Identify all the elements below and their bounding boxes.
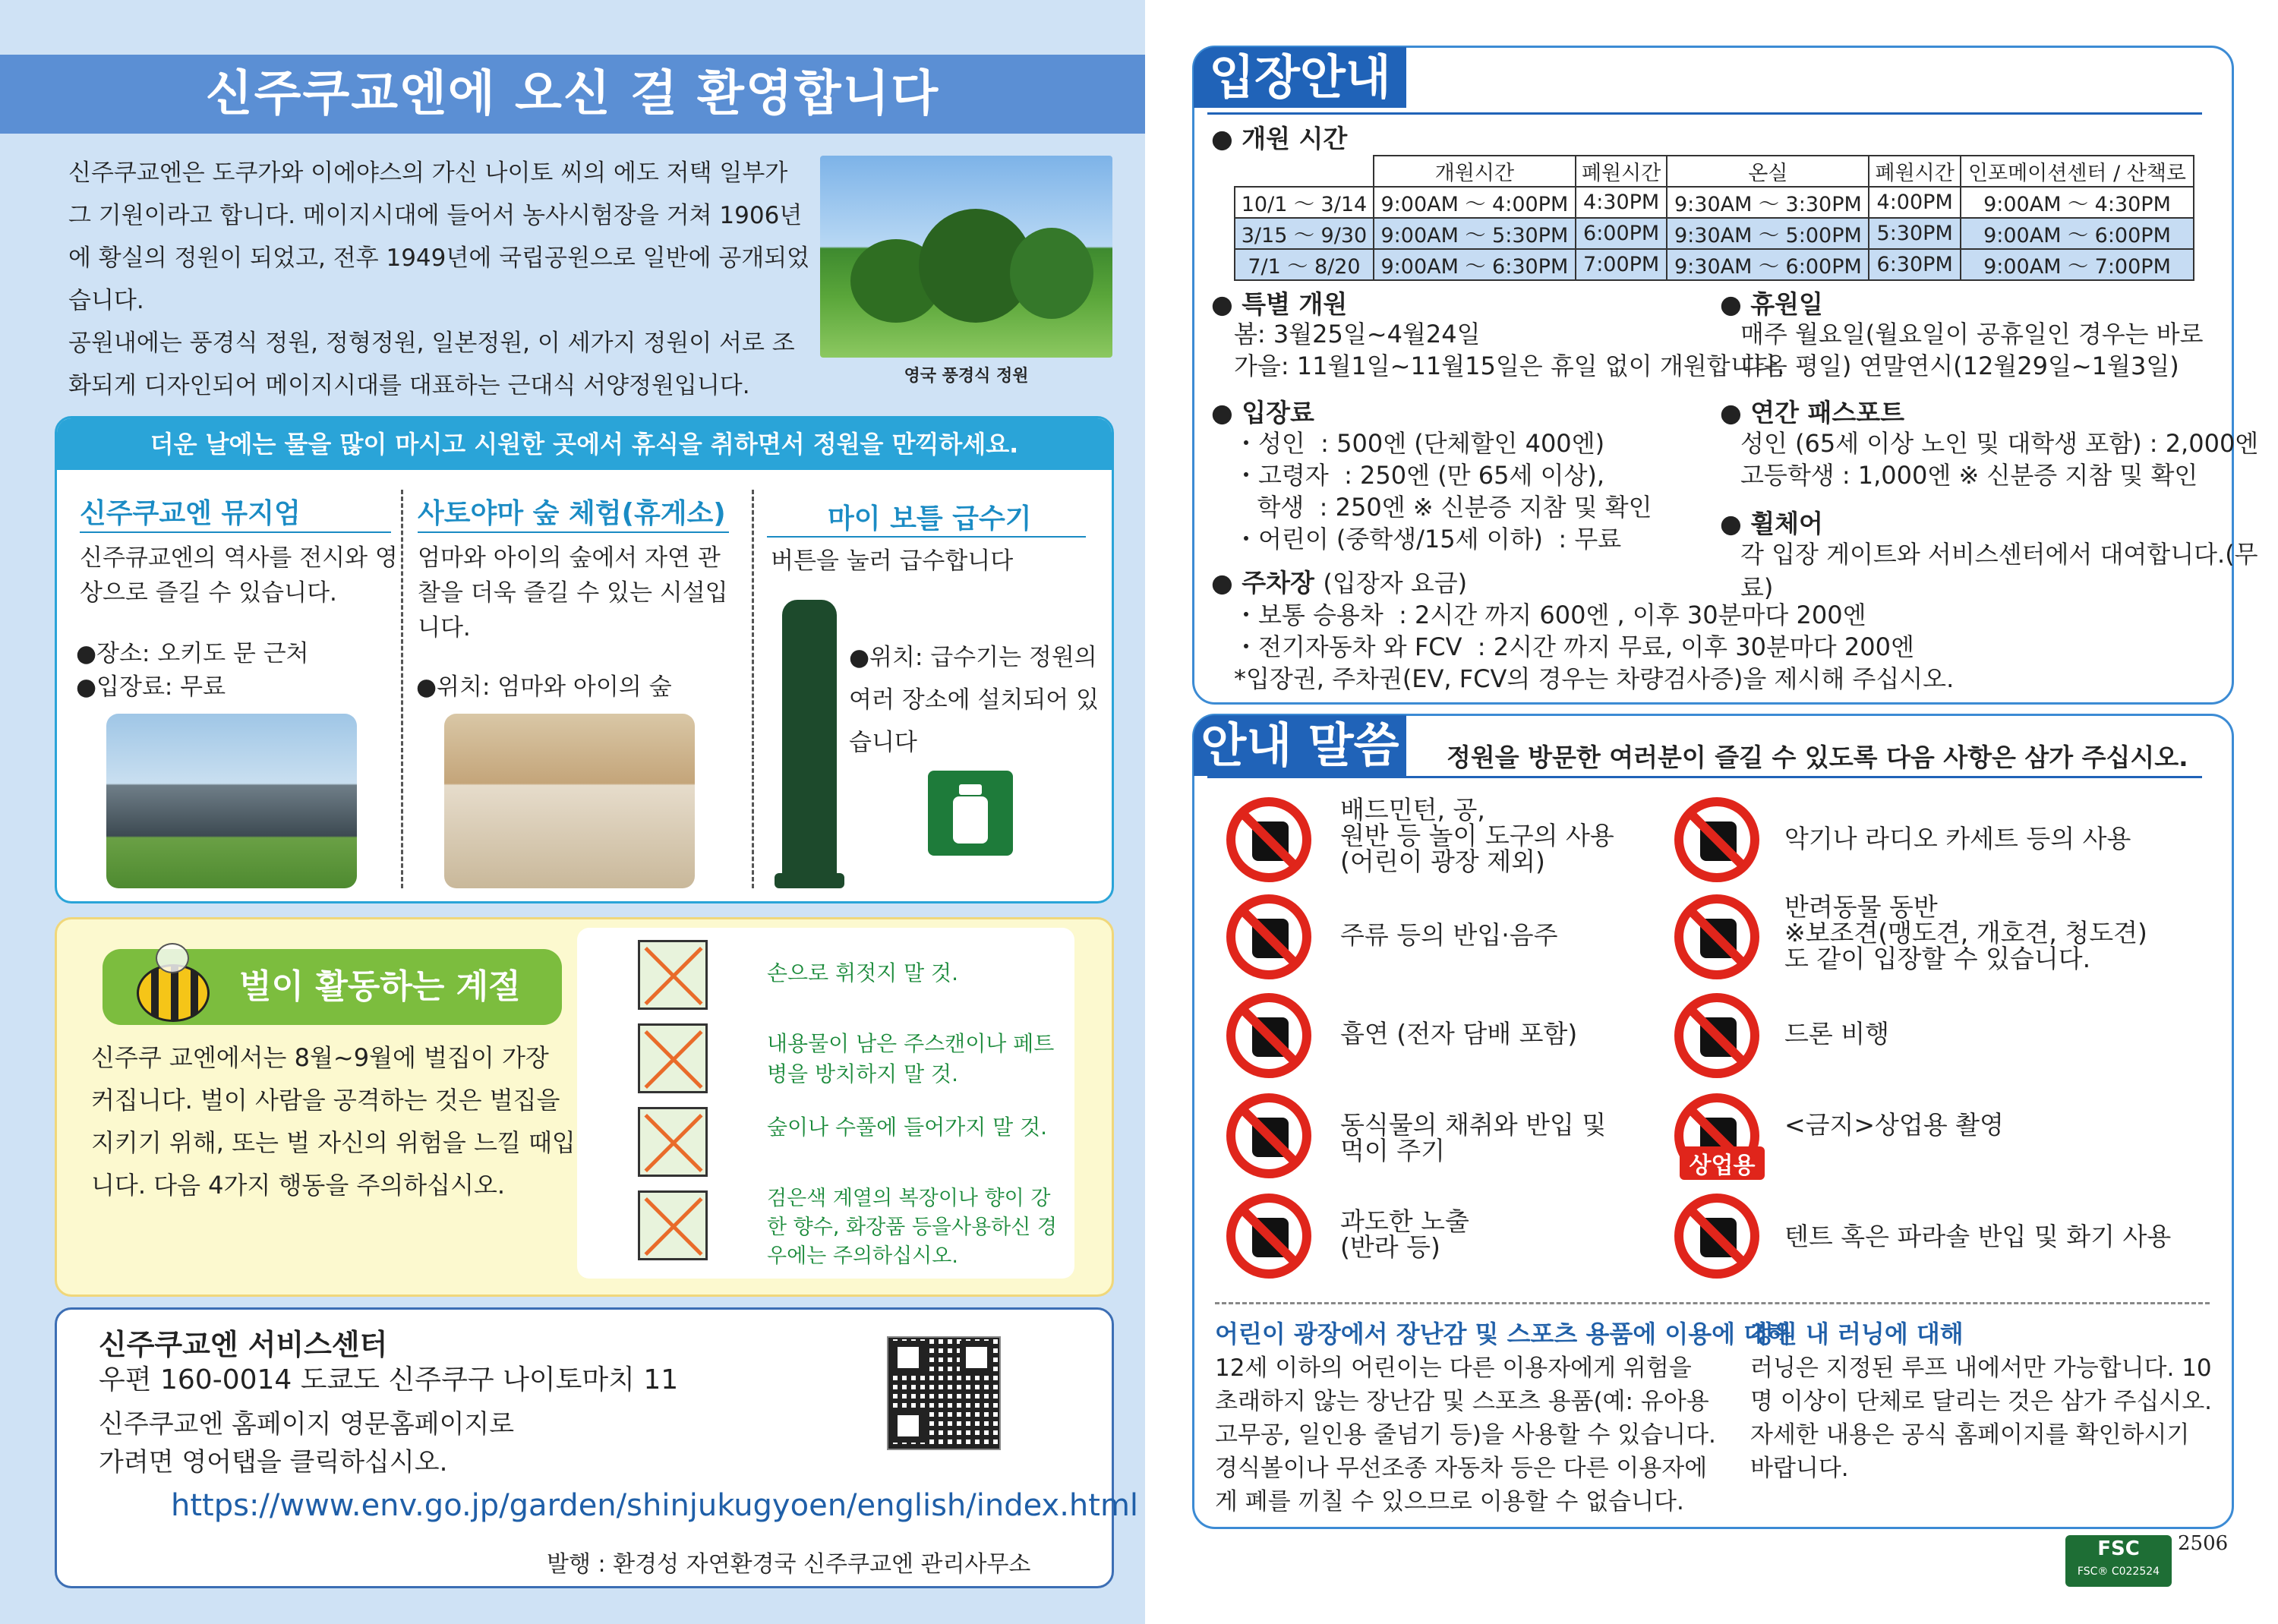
hours-header-greenhouse: 온실 xyxy=(1667,156,1869,187)
no-exposure-icon xyxy=(1226,1194,1311,1279)
bee-season-title: 벌이 활동하는 계절 xyxy=(103,949,562,1025)
hours-row xyxy=(1235,187,2194,218)
annual-pass-highschool: 고등학생 : 1,000엔 ※ 신분증 지참 및 확인 xyxy=(1740,461,2198,490)
closed-days-title: ● 휴원일 xyxy=(1720,289,1823,319)
hours-cell: 9:00AM ～ 6:00PM xyxy=(1961,218,2194,249)
hours-cell: 9:30AM ～ 3:30PM xyxy=(1667,187,1869,218)
bottle-place: ●위치: 급수기는 정원의 여러 장소에 설치되어 있습니다 xyxy=(849,644,1100,756)
rule-no-alcohol: 주류 등의 반입·음주 xyxy=(1340,920,1558,950)
forest-title-rule xyxy=(418,531,729,533)
forest-photo xyxy=(444,714,695,888)
no-swatting-icon xyxy=(638,940,708,1010)
parking-title xyxy=(1211,563,1467,599)
kids-plaza-text: 12세 이하의 어린이는 다른 이용자에게 위험을 초래하지 않는 장난감 및 스포츠 용품(예: 유아용 고무공, 일인용 줄넘기 등)을 사용할 수 있습니다. 경식볼이나 무선조종 자동차 등은 다른 이용자에게 폐를 끼칠 수 있으므로 이용할 수 없습니다. xyxy=(1215,1354,1716,1515)
museum-photo xyxy=(106,714,357,888)
no-dark-clothing-icon xyxy=(638,1190,708,1260)
hours-cell: 10/1 ～ 3/14 xyxy=(1235,187,1374,218)
no-pets-icon xyxy=(1674,894,1759,979)
special-opening-autumn: 가을: 11월1일~11월15일은 휴일 없이 개원합니다. xyxy=(1234,352,1785,380)
wheelchair-text: 각 입장 게이트와 서비스센터에서 대여합니다.(무료) xyxy=(1740,540,2258,602)
column-divider-1 xyxy=(401,490,403,888)
welcome-banner: 신주쿠교엔에 오신 걸 환영합니다 xyxy=(0,55,1145,134)
hours-cell: 7:00PM xyxy=(1576,249,1667,280)
hours-cell: 6:00PM xyxy=(1576,218,1667,249)
bee-season-text: 신주쿠 교엔에서는 8월~9월에 벌집이 가장 커집니다. 벌이 사람을 공격하는 것은 벌집을 지키기 위해, 또는 벌 자신의 위험을 느낄 때입니다. 다음 4가지 행동을 주의하십시오. xyxy=(91,1043,576,1200)
summer-tip-header: 더운 날에는 물을 많이 마시고 시원한 곳에서 휴식을 취하면서 정원을 만끽하세요. xyxy=(57,418,1112,470)
hours-cell: 9:00AM ～ 7:00PM xyxy=(1961,249,2194,280)
document-code: 2506 xyxy=(2178,1532,2229,1555)
hours-header-row xyxy=(1235,156,2194,187)
forest-place: ●위치: 엄마와 아이의 숲 xyxy=(416,673,672,701)
rule-no-ball-games: 배드민턴, 공, 원반 등 놀이 도구의 사용 (어린이 광장 제외) xyxy=(1340,795,1614,876)
hours-row xyxy=(1235,249,2194,280)
bottle-description: 버튼을 눌러 급수합니다 xyxy=(771,547,1014,575)
hours-header-info-center: 인포메이션센터 / 산책로 xyxy=(1961,156,2194,187)
rule-no-smoking: 흡연 (전자 담배 포함) xyxy=(1340,1019,1578,1049)
closed-days-line-2: 다음 평일) 연말연시(12월29일~1월3일) xyxy=(1740,352,2179,380)
bee-icon xyxy=(114,941,220,1033)
no-ball-games-icon xyxy=(1226,797,1311,882)
photo-caption: 영국 풍경식 정원 xyxy=(904,367,1029,386)
running-title: 정원 내 러닝에 대해 xyxy=(1750,1320,1964,1348)
hours-cell: 9:30AM ～ 5:00PM xyxy=(1667,218,1869,249)
no-smoking-icon xyxy=(1226,993,1311,1078)
rule-no-collecting-feeding: 동식물의 채취와 반입 및 먹이 주기 xyxy=(1340,1110,1607,1165)
fsc-logo-text: FSC xyxy=(2097,1537,2140,1560)
service-center-address: 우편 160-0014 도쿄도 신주쿠구 나이토마치 11 xyxy=(99,1364,679,1395)
rule-no-instruments: 악기나 라디오 카세트 등의 사용 xyxy=(1784,824,2131,853)
special-opening-spring: 봄: 3월25일~4월24일 xyxy=(1234,320,1481,348)
museum-fee: ●입장료: 무료 xyxy=(76,673,226,701)
bee-rule-1: 손으로 휘젓지 말 것. xyxy=(767,960,958,985)
hours-cell: 9:00AM ～ 4:30PM xyxy=(1961,187,2194,218)
parking-title-note: (입장자 요금) xyxy=(1323,569,1468,598)
service-center-title: 신주쿠교엔 서비스센터 xyxy=(99,1328,388,1361)
publisher-text: 발행 : 환경성 자연환경국 신주쿠교엔 관리사무소 xyxy=(547,1551,1031,1578)
hours-header-open: 개원시간 xyxy=(1374,156,1576,187)
museum-title: 신주쿠교엔 뮤지엄 xyxy=(80,498,301,529)
bottle-title-rule xyxy=(767,536,1086,538)
notice-divider xyxy=(1215,1302,2210,1304)
hours-cell: 9:00AM ～ 6:30PM xyxy=(1374,249,1576,280)
bottle-title: 마이 보틀 급수기 xyxy=(828,503,1032,535)
hours-cell: 9:30AM ～ 6:00PM xyxy=(1667,249,1869,280)
intro-text xyxy=(68,152,816,407)
homepage-note-2: 가려면 영어탭을 클릭하십시오. xyxy=(99,1447,448,1477)
fsc-code: FSC® C022524 xyxy=(2077,1566,2160,1578)
fsc-logo xyxy=(2065,1535,2172,1587)
bee-rule-2: 내용물이 남은 주스캔이나 페트병을 방치하지 말 것. xyxy=(767,1031,1055,1086)
opening-hours-title: ● 개원 시간 xyxy=(1211,124,1348,153)
wheelchair-title: ● 휠체어 xyxy=(1720,509,1823,538)
museum-place: ●장소: 오키도 문 근처 xyxy=(76,640,309,667)
museum-description: 신주큐교엔의 역사를 전시와 영상으로 즐길 수 있습니다. xyxy=(80,544,398,607)
qr-code[interactable] xyxy=(887,1336,1001,1450)
commercial-label: 상업용 xyxy=(1680,1146,1765,1180)
fee-adult: ・성인 : 500엔 (단체할인 400엔) xyxy=(1234,429,1605,458)
rule-no-pets: 반려동물 동반 ※보조견(맹도견, 개호견, 청도견) 도 같이 입장할 수 있습니다. xyxy=(1784,892,2147,973)
hours-cell: 4:00PM xyxy=(1869,187,1961,218)
rule-no-commercial-filming: <금지>상업용 촬영 xyxy=(1784,1110,2004,1140)
column-divider-2 xyxy=(752,490,754,888)
hours-cell: 7/1 ～ 8/20 xyxy=(1235,249,1374,280)
hours-cell: 9:00AM ～ 4:00PM xyxy=(1374,187,1576,218)
no-alcohol-icon xyxy=(1226,894,1311,979)
hours-cell: 6:30PM xyxy=(1869,249,1961,280)
fee-child: ・어린이 (중학생/15세 이하) : 무료 xyxy=(1234,525,1622,553)
water-fountain-image xyxy=(782,600,837,888)
no-tent-icon xyxy=(1674,1194,1759,1279)
annual-pass-title: ● 연간 패스포트 xyxy=(1720,398,1905,427)
closed-days-line-1: 매주 월요일(월요일이 공휴일인 경우는 바로 xyxy=(1740,320,2204,348)
landscape-garden-photo xyxy=(820,156,1112,358)
hours-cell: 9:00AM ～ 5:30PM xyxy=(1374,218,1576,249)
kids-plaza-title: 어린이 광장에서 장난감 및 스포츠 용품에 이용에 대해 xyxy=(1215,1320,1791,1348)
bottle-icon xyxy=(928,771,1013,856)
fountain-base xyxy=(775,873,844,888)
hours-header-greenhouse-close: 폐원시간 xyxy=(1869,156,1961,187)
intro-paragraph-2: 공원내에는 풍경식 정원, 정형정원, 일본정원, 이 세가지 정원이 서로 조화되게 디자인되어 메이지시대를 대표하는 근대식 서양정원입니다. xyxy=(68,330,795,399)
no-feeding-icon xyxy=(1226,1093,1311,1178)
rule-no-tent: 텐트 혹은 파라솔 반입 및 화기 사용 xyxy=(1784,1222,2172,1251)
intro-paragraph-1: 신주쿠교엔은 도쿠가와 이에야스의 가신 나이토 씨의 에도 저택 일부가 그 기원이라고 합니다. 메이지시대에 들어서 농사시험장을 거쳐 1906년에 황실의 정원이 되었고, 전후 1949년에 국립공원으로 일반에 공개되었습니다. xyxy=(68,159,810,314)
notice-rule xyxy=(1207,776,2202,778)
bee-rule-3: 숲이나 수풀에 들어가지 말 것. xyxy=(767,1115,1048,1140)
no-bushes-icon xyxy=(638,1107,708,1177)
rule-no-drone: 드론 비행 xyxy=(1784,1019,1890,1049)
fee-student: 학생 : 250엔 ※ 신분증 지참 및 확인 xyxy=(1234,493,1652,522)
admission-rule xyxy=(1207,112,2202,115)
notice-intro: 정원을 방문한 여러분이 즐길 수 있도록 다음 사항은 삼가 주십시오. xyxy=(1447,743,2188,772)
forest-description: 엄마와 아이의 숲에서 자연 관찰을 더욱 즐길 수 있는 시설입니다. xyxy=(418,544,728,642)
website-link[interactable]: https://www.env.go.jp/garden/shinjukugyoen/english/index.html xyxy=(171,1488,1139,1523)
hours-cell: 5:30PM xyxy=(1869,218,1961,249)
notice-tab: 안내 말씀 xyxy=(1194,715,1406,776)
no-instruments-icon xyxy=(1674,797,1759,882)
parking-car: ・보통 승용차 : 2시간 까지 600엔 , 이후 30분마다 200엔 xyxy=(1234,601,1866,629)
no-leftover-cans-icon xyxy=(638,1023,708,1093)
hours-cell: 4:30PM xyxy=(1576,187,1667,218)
admission-tab: 입장안내 xyxy=(1194,47,1406,108)
hours-header-close: 폐원시간 xyxy=(1576,156,1667,187)
running-text: 러닝은 지정된 루프 내에서만 가능합니다. 10명 이상이 단체로 달리는 것은 삼가 주십시오. 자세한 내용은 공식 홈페이지를 확인하시기 바랍니다. xyxy=(1750,1354,2213,1482)
parking-title-main: ● 주차장 xyxy=(1211,568,1314,598)
hours-cell: 3/15 ～ 9/30 xyxy=(1235,218,1374,249)
parking-note: *입장권, 주차권(EV, FCV의 경우는 차량검사증)을 제시해 주십시오. xyxy=(1234,664,1955,693)
museum-title-rule xyxy=(80,531,391,533)
opening-hours-table xyxy=(1234,155,2194,281)
special-opening-title: ● 특별 개원 xyxy=(1211,289,1348,319)
annual-pass-adult: 성인 (65세 이상 노인 및 대학생 포함) : 2,000엔 xyxy=(1740,429,2259,458)
hours-header-empty xyxy=(1235,156,1374,187)
no-drone-icon xyxy=(1674,993,1759,1078)
fee-senior: ・고령자 : 250엔 (만 65세 이상), xyxy=(1234,461,1605,490)
admission-fee-title: ● 입장료 xyxy=(1211,398,1314,427)
forest-title: 사토야마 숲 체험(휴게소) xyxy=(418,498,726,529)
hours-row xyxy=(1235,218,2194,249)
bee-rule-4: 검은색 계열의 복장이나 향이 강한 향수, 화장품 등을사용하신 경우에는 주의하십시오. xyxy=(767,1187,1057,1268)
parking-ev: ・전기자동차 와 FCV : 2시간 까지 무료, 이후 30분마다 200엔 xyxy=(1234,632,1914,661)
homepage-note-1: 신주쿠교엔 홈페이지 영문홈페이지로 xyxy=(99,1409,515,1440)
rule-no-exposure: 과도한 노출 (반라 등) xyxy=(1340,1206,1469,1262)
